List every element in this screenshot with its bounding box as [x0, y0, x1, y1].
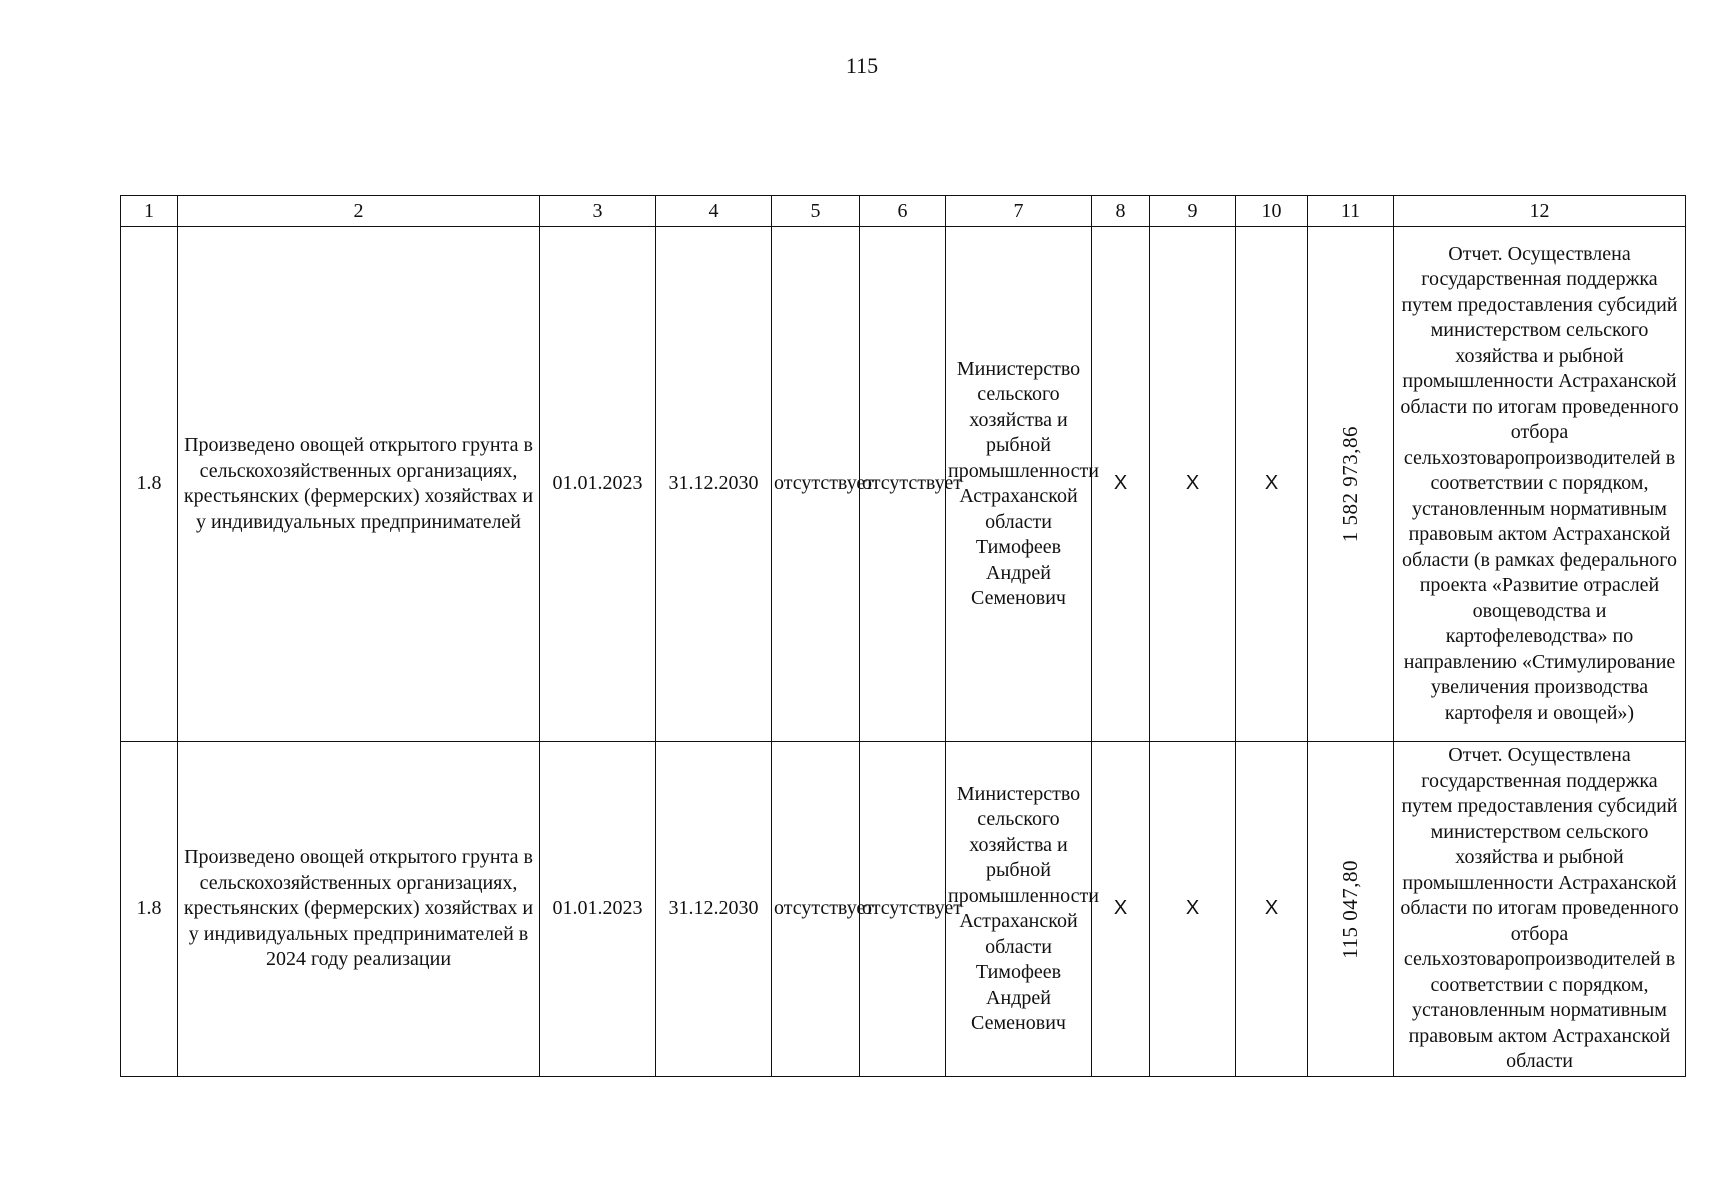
report-text: Отчет. Осуществлена государственная поддержка путем предоставления субсидий министерством сельского хозяйства и рыбной промышленности Астраханской области по итогам проведенного отбора сельхозтоваропроизводителей в соответствии с порядком, установленным нормативным правовым актом Астраханской области (в рамках федерального проекта «Развитие отраслей овощеводства и картофелеводства» по направлению «Стимулирование увеличения производства картофеля и овощей») [1394, 227, 1686, 742]
col5-value: отсутствует [772, 742, 860, 1077]
column-header: 8 [1092, 196, 1150, 227]
col8-value: X [1092, 227, 1150, 742]
column-header: 3 [540, 196, 656, 227]
col9-value: X [1150, 742, 1236, 1077]
column-header: 6 [860, 196, 946, 227]
document-table [120, 195, 1686, 1077]
page-number: 115 [845, 53, 879, 78]
column-header: 7 [946, 196, 1092, 227]
column-header: 12 [1394, 196, 1686, 227]
row-description: Произведено овощей открытого грунта в сельскохозяйственных организациях, крестьянских (фермерских) хозяйствах и у индивидуальных предпринимателей [178, 227, 540, 742]
col9-value: X [1150, 227, 1236, 742]
amount-value: 1 582 973,86 [1337, 425, 1362, 543]
amount-cell [1308, 227, 1394, 742]
col6-value: отсутствует [860, 742, 946, 1077]
end-date: 31.12.2030 [656, 227, 772, 742]
report-text: Отчет. Осуществлена государственная поддержка путем предоставления субсидий министерством сельского хозяйства и рыбной промышленности Астраханской области по итогам проведенного отбора сельхозтоваропроизводителей в соответствии с порядком, установленным нормативным правовым актом Астраханской области [1394, 742, 1686, 1077]
table-row [121, 227, 1686, 742]
amount-cell [1308, 742, 1394, 1077]
responsible-executor: Министерство сельского хозяйства и рыбной промышленности Астраханской области Тимофеев Андрей Семенович [946, 742, 1092, 1077]
end-date: 31.12.2030 [656, 742, 772, 1077]
table-header-row [121, 196, 1686, 227]
col8-value: X [1092, 742, 1150, 1077]
col10-value: X [1236, 227, 1308, 742]
responsible-executor: Министерство сельского хозяйства и рыбной промышленности Астраханской области Тимофеев Андрей Семенович [946, 227, 1092, 742]
column-header: 5 [772, 196, 860, 227]
column-header: 4 [656, 196, 772, 227]
start-date: 01.01.2023 [540, 742, 656, 1077]
col10-value: X [1236, 742, 1308, 1077]
col5-value: отсутствует [772, 227, 860, 742]
col6-value: отсутствует [860, 227, 946, 742]
column-header: 1 [121, 196, 178, 227]
column-header: 9 [1150, 196, 1236, 227]
row-number: 1.8 [121, 227, 178, 742]
column-header: 11 [1308, 196, 1394, 227]
column-header: 2 [178, 196, 540, 227]
start-date: 01.01.2023 [540, 227, 656, 742]
amount-value: 115 047,80 [1337, 859, 1362, 959]
row-number: 1.8 [121, 742, 178, 1077]
row-description: Произведено овощей открытого грунта в сельскохозяйственных организациях, крестьянских (фермерских) хозяйствах и у индивидуальных предпринимателей в 2024 году реализации [178, 742, 540, 1077]
table-row [121, 742, 1686, 1077]
column-header: 10 [1236, 196, 1308, 227]
